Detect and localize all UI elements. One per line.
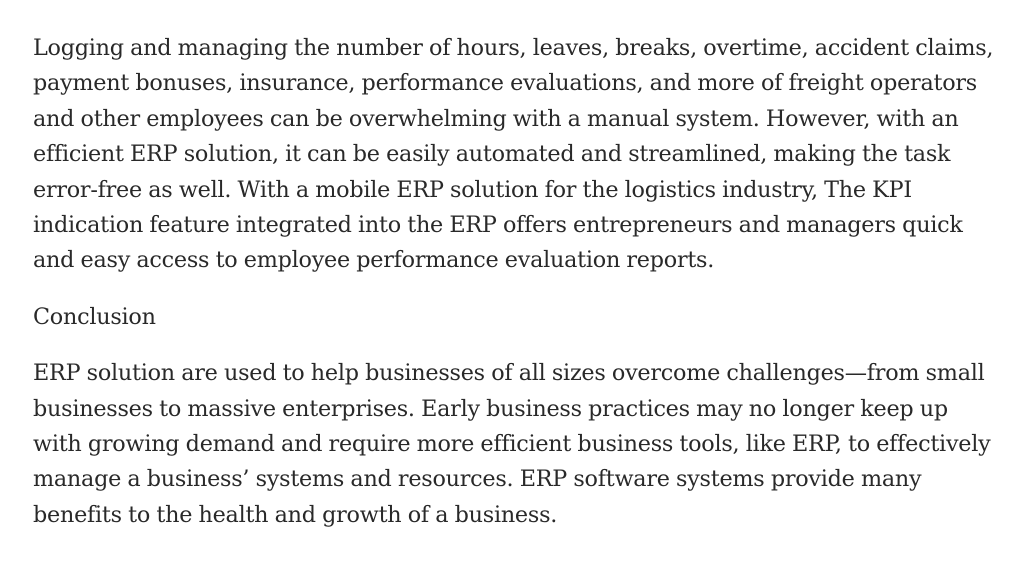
paragraph-conclusion: ERP solution are used to help businesses of all sizes overcome challenges—from small businesses to massive enterprises. Early business practices may no longer keep up with growing demand and require more efficient business tools, like ERP, to effectively manage a business’ systems and resources. ERP software systems provide many benefits to the health and growth of a business. — [33, 360, 991, 528]
section-heading-conclusion: Conclusion — [33, 303, 156, 330]
paragraph-employee-management: Logging and managing the number of hours, leaves, breaks, overtime, accident claims, payment bonuses, insurance, performance evaluations, and more of freight operators and other employees can be overwhelming with a manual system. However, with an efficient ERP solution, it can be easily automated and streamlined, making the task error-free as well. With a mobile ERP solution for the logistics industry, The KPI indication feature integrated into the ERP offers entrepreneurs and managers quick and easy access to employee performance evaluation reports. — [33, 35, 994, 274]
